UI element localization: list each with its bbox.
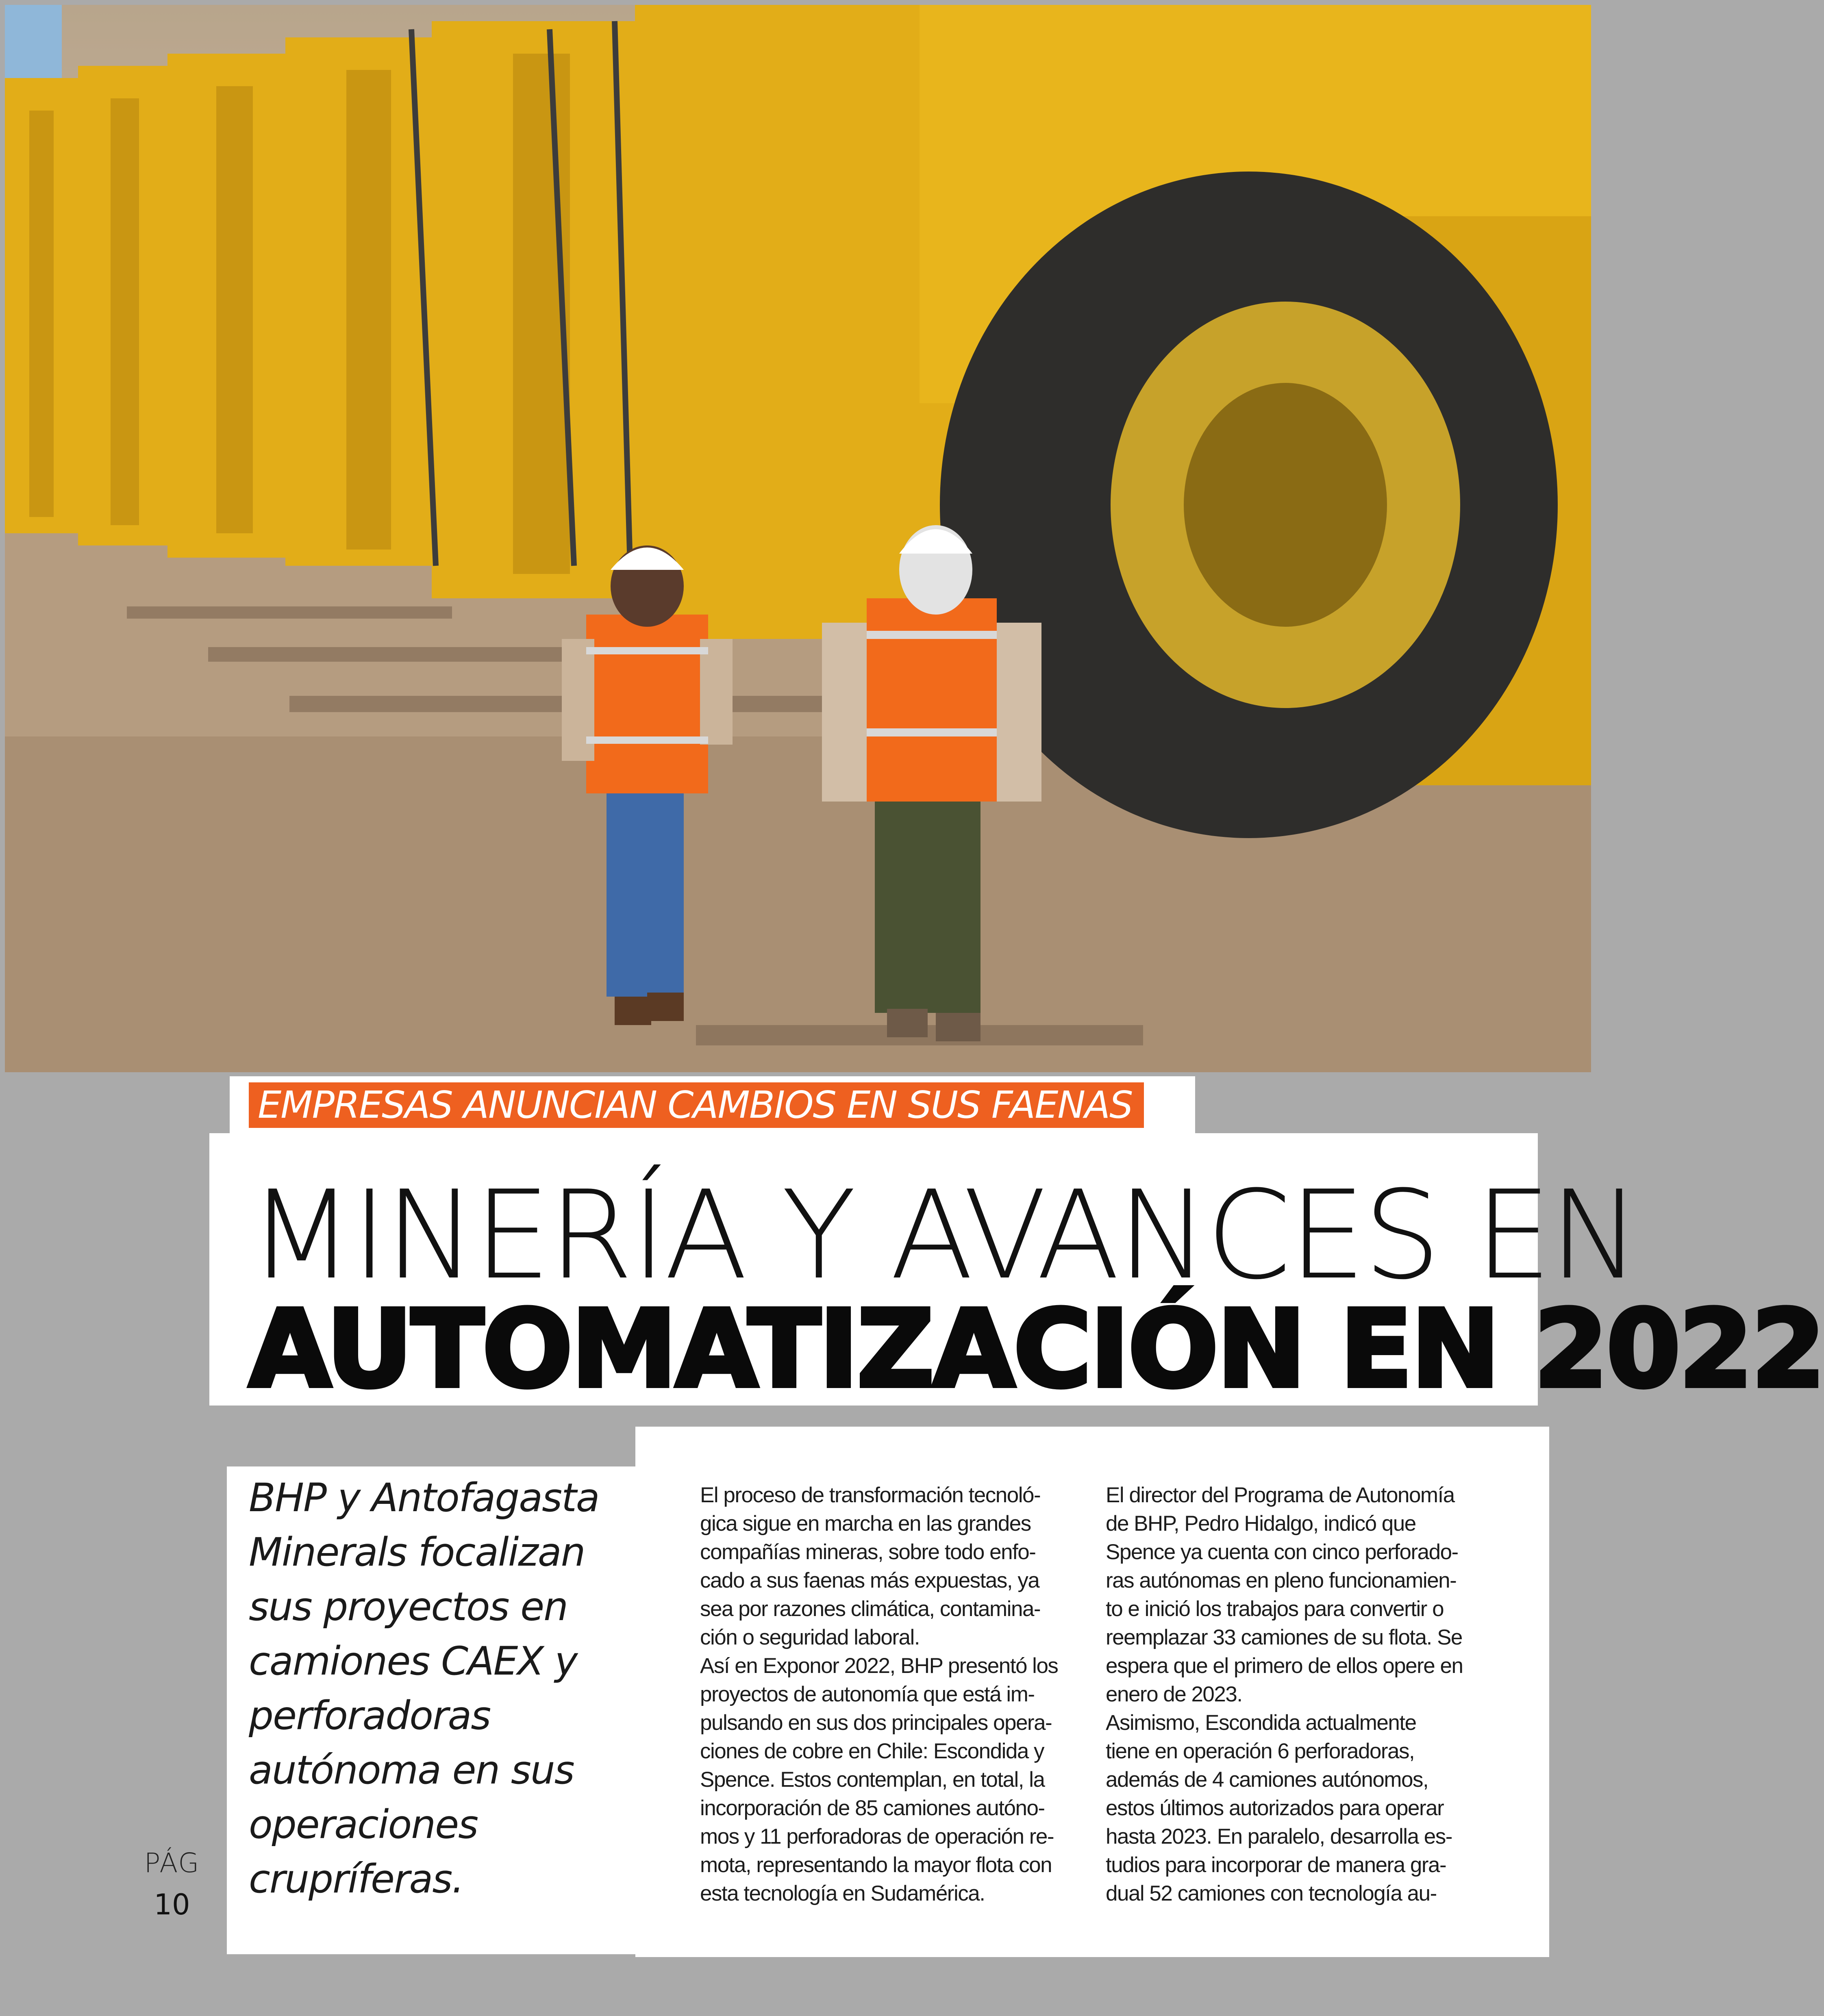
lead-line: Minerals focalizan xyxy=(249,1529,585,1575)
body-column-1 xyxy=(700,1481,1074,1908)
body-line: estos últimos autorizados para operar xyxy=(1106,1796,1444,1820)
kicker-label: EMPRESAS ANUNCIAN CAMBIOS EN SUS FAENAS xyxy=(249,1082,1144,1128)
body-line: enero de 2023. xyxy=(1106,1682,1242,1706)
lead-line: autónoma en sus xyxy=(249,1747,574,1793)
truck-row xyxy=(5,5,960,639)
body-line: pulsando en sus dos principales opera- xyxy=(700,1711,1052,1735)
body-line: Spence ya cuenta con cinco perforado- xyxy=(1106,1540,1458,1564)
body-line: además de 4 camiones autónomos, xyxy=(1106,1768,1428,1792)
body-line: incorporación de 85 camiones autóno- xyxy=(700,1796,1045,1820)
mining-trucks-illustration xyxy=(5,5,1591,1072)
lead-line: crupríferas. xyxy=(249,1856,463,1902)
page-number: 10 xyxy=(154,1888,190,1921)
body-line: ras autónomas en pleno funcionamien- xyxy=(1106,1568,1457,1592)
body-line: dual 52 camiones con tecnología au- xyxy=(1106,1881,1437,1905)
body-line: ción o seguridad laboral. xyxy=(700,1625,920,1649)
body-line: ciones de cobre en Chile: Escondida y xyxy=(700,1739,1044,1763)
body-line: proyectos de autonomía que está im- xyxy=(700,1682,1035,1706)
body-line: compañías mineras, sobre todo enfo- xyxy=(700,1540,1036,1564)
lead-line: operaciones xyxy=(249,1802,478,1847)
headline-line-2: AUTOMATIZACIÓN EN 2022 xyxy=(249,1287,1824,1411)
body-line: hasta 2023. En paralelo, desarrolla es- xyxy=(1106,1825,1452,1849)
body-line: esta tecnología en Sudamérica. xyxy=(700,1881,985,1905)
body-line: gica sigue en marcha en las grandes xyxy=(700,1512,1031,1536)
hero-photo xyxy=(5,5,1591,1072)
body-line: cado a sus faenas más expuestas, ya xyxy=(700,1568,1039,1592)
body-column-2 xyxy=(1106,1481,1480,1908)
body-line: sea por razones climática, contamina- xyxy=(700,1597,1041,1621)
body-line: espera que el primero de ellos opere en xyxy=(1106,1654,1463,1678)
body-line: Así en Exponor 2022, BHP presentó los xyxy=(700,1654,1058,1678)
body-line: to e inició los trabajos para convertir o xyxy=(1106,1597,1444,1621)
page-label: PÁG xyxy=(144,1847,200,1879)
lead-line: perforadoras xyxy=(249,1693,491,1738)
body-line: Spence. Estos contemplan, en total, la xyxy=(700,1768,1045,1792)
lead-line: sus proyectos en xyxy=(249,1584,567,1629)
body-line: tiene en operación 6 perforadoras, xyxy=(1106,1739,1415,1763)
body-line: tudios para incorporar de manera gra- xyxy=(1106,1853,1446,1877)
body-line: reemplazar 33 camiones de su flota. Se xyxy=(1106,1625,1462,1649)
lead-line: BHP y Antofagasta xyxy=(249,1475,599,1521)
body-line: El proceso de transformación tecnoló- xyxy=(700,1483,1041,1507)
body-line: mos y 11 perforadoras de operación re- xyxy=(700,1825,1054,1849)
body-line: de BHP, Pedro Hidalgo, indicó que xyxy=(1106,1512,1416,1536)
lead-line: camiones CAEX y xyxy=(249,1638,577,1684)
body-line: El director del Programa de Autonomía xyxy=(1106,1483,1454,1507)
lead-paragraph xyxy=(249,1471,639,1906)
body-line: mota, representando la mayor flota con xyxy=(700,1853,1052,1877)
body-line: Asimismo, Escondida actualmente xyxy=(1106,1711,1416,1735)
headline-line-1: MINERÍA Y AVANCES EN xyxy=(249,1164,1638,1306)
